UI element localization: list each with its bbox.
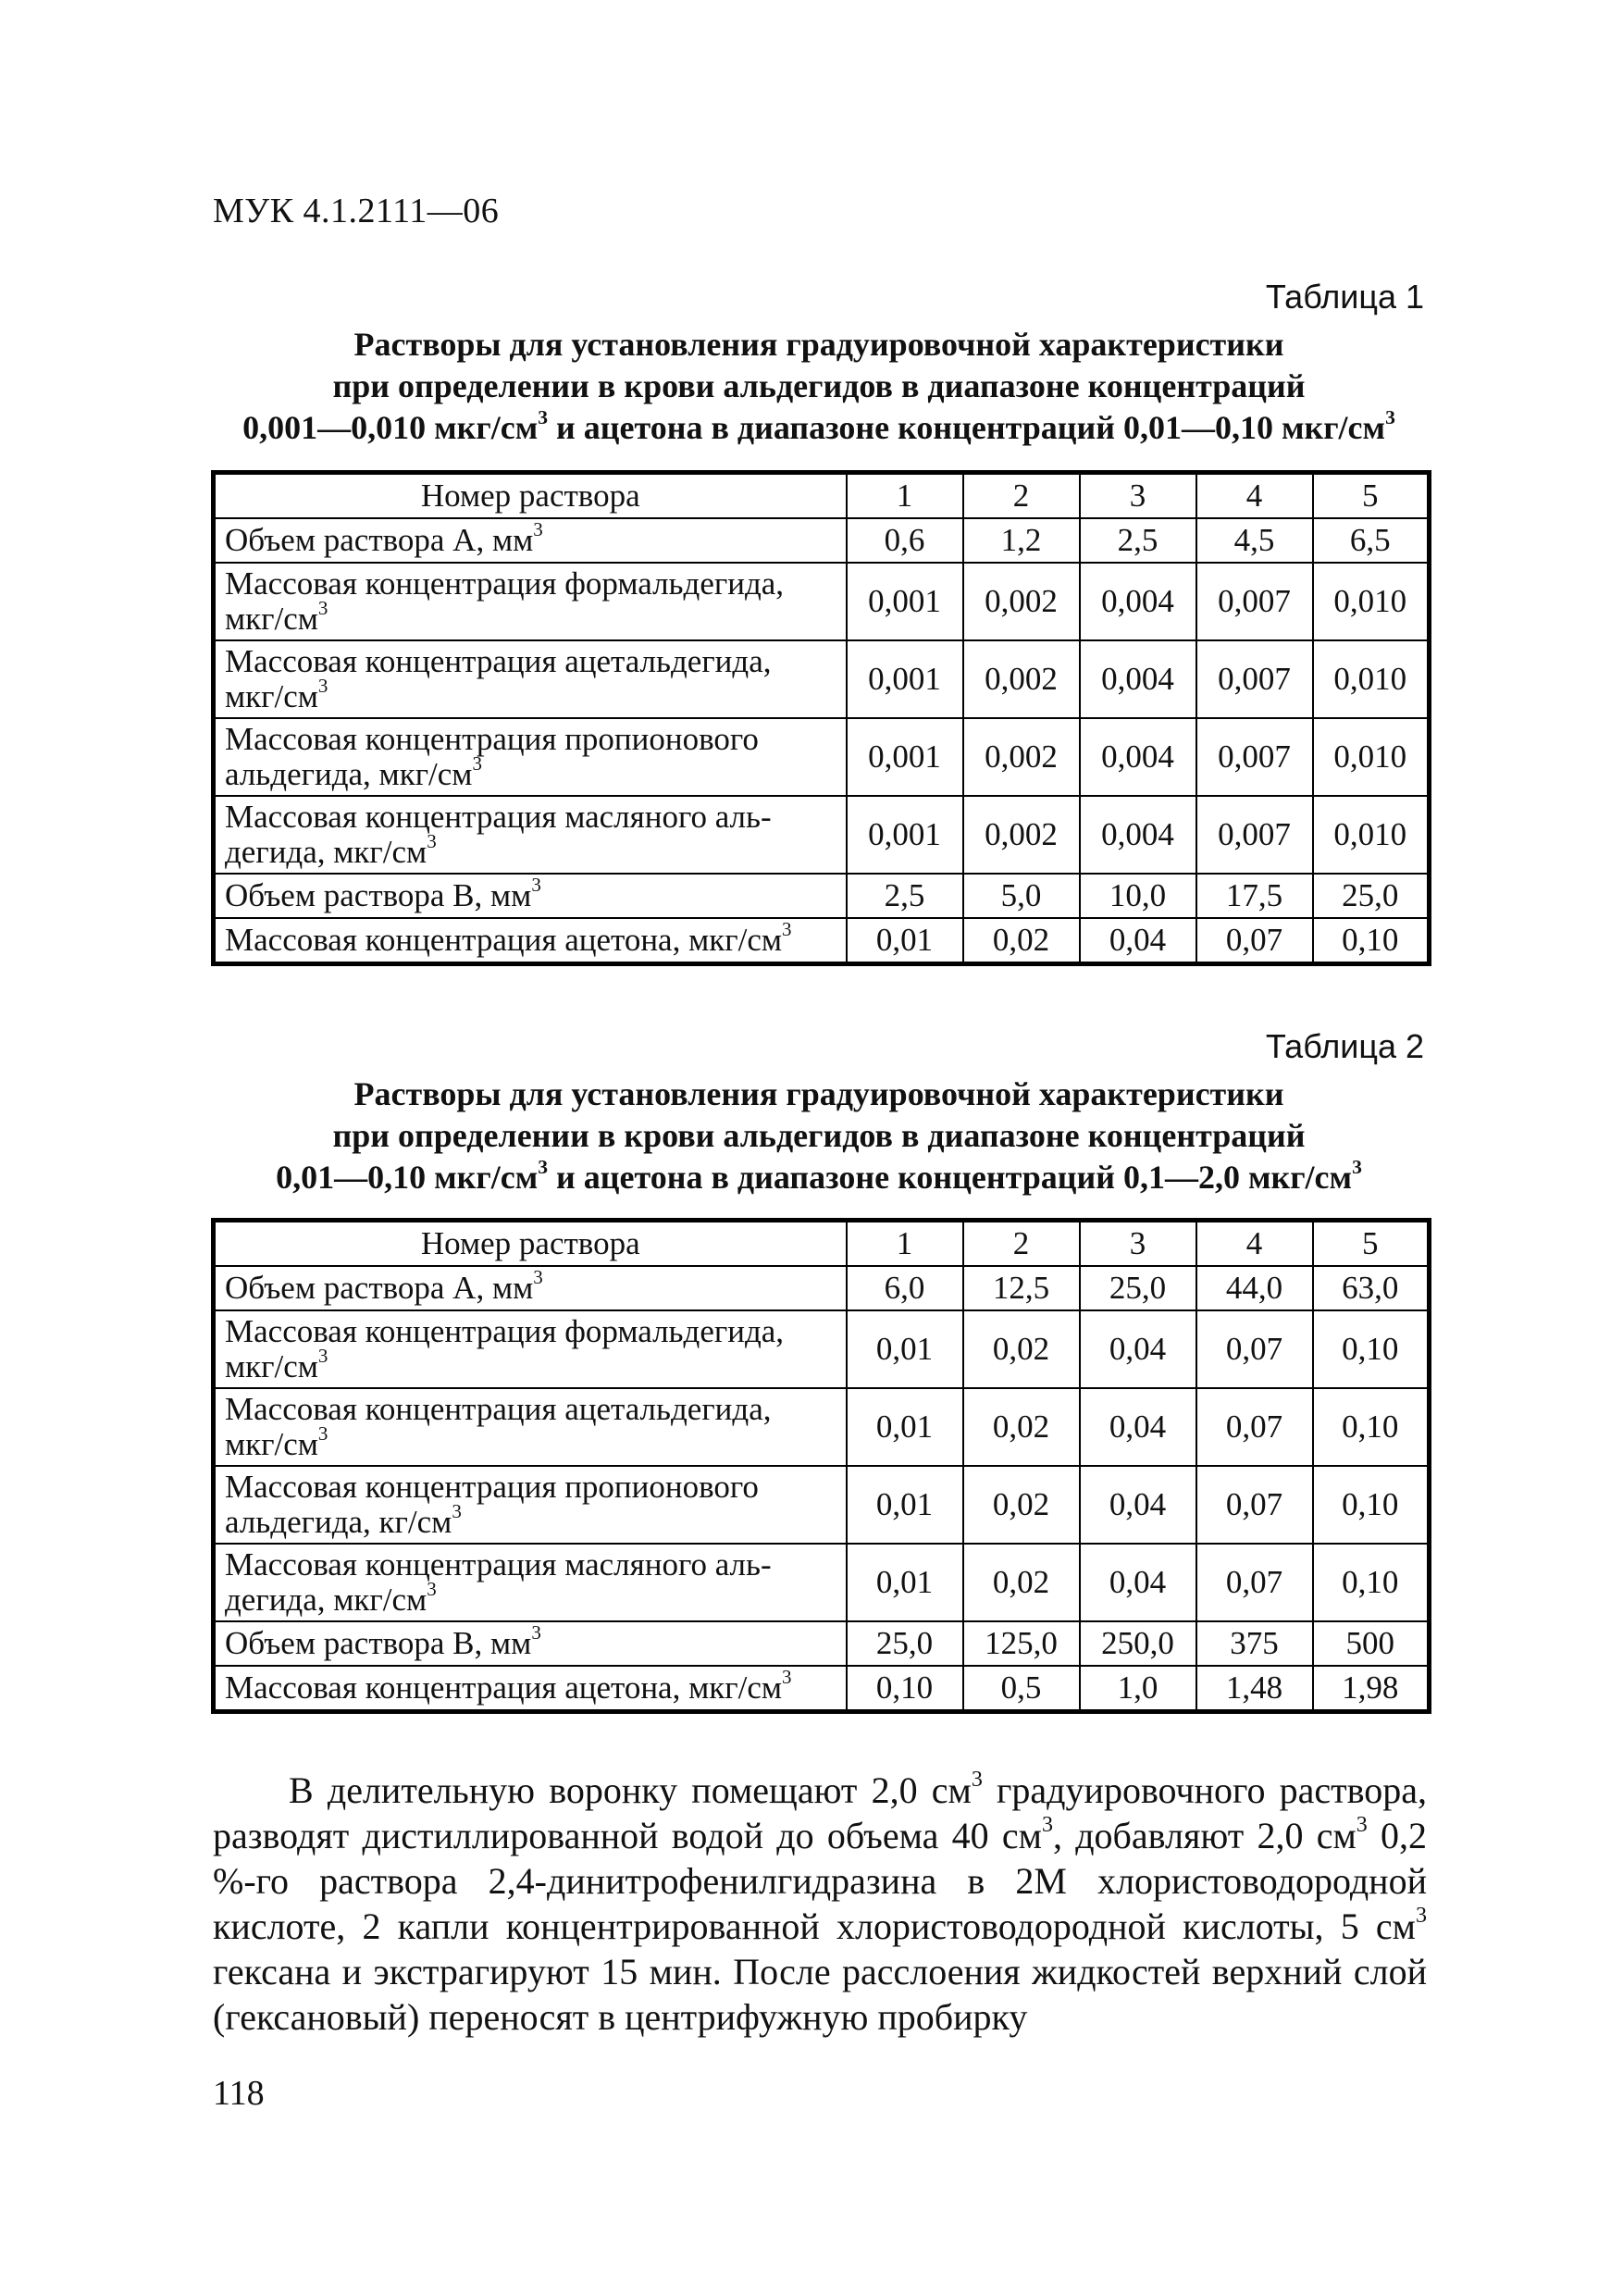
value-cell: 0,02 [963, 1466, 1080, 1544]
value-cell: 2,5 [1080, 518, 1196, 563]
value-cell: 0,01 [847, 1466, 963, 1544]
row-label-cell [214, 874, 847, 918]
value-cell: 44,0 [1196, 1266, 1313, 1310]
value-cell: 0,01 [847, 1544, 963, 1621]
row-label-text: Массовая концентрация формальдегида, [225, 565, 785, 602]
value-cell: 25,0 [1313, 874, 1430, 918]
table-row [214, 1388, 1430, 1466]
superscript-3: 3 [317, 597, 328, 620]
header-number-cell: 1 [847, 473, 963, 519]
value-cell: 0,10 [1313, 918, 1430, 964]
value-cell: 0,001 [847, 718, 963, 796]
header-number-cell: 5 [1313, 1221, 1430, 1267]
row-label-text-line-2: альдегида, кг/см [225, 1504, 452, 1540]
value-cell: 0,10 [1313, 1466, 1430, 1544]
table-1-caption-line-1: Растворы для установления градуировочной характеристики [353, 326, 1284, 363]
superscript-3: 3 [533, 1266, 543, 1289]
value-cell: 0,007 [1196, 640, 1313, 718]
superscript-3: 3 [472, 752, 482, 776]
value-cell: 0,004 [1080, 796, 1196, 874]
value-cell: 0,04 [1080, 1388, 1196, 1466]
value-cell: 0,01 [847, 1310, 963, 1388]
value-cell: 6,5 [1313, 518, 1430, 563]
table-2-caption [213, 1074, 1425, 1198]
value-cell: 0,10 [1313, 1388, 1430, 1466]
value-cell: 0,007 [1196, 796, 1313, 874]
table-row [214, 1466, 1430, 1544]
row-label-text: Массовая концентрация ацетальдегида, [225, 643, 772, 679]
value-cell: 0,04 [1080, 1310, 1196, 1388]
table-1-caption-line-3: 0,001—0,010 мкг/$см^3$ и ацетона в диапазоне концентраций 0,01—0,10 мкг/$см^3$ [242, 405, 1395, 446]
value-cell: 0,002 [963, 640, 1080, 718]
table-row [214, 874, 1430, 918]
table-2-caption-line-1: Растворы для установления градуировочной характеристики [353, 1075, 1284, 1112]
value-cell: 125,0 [963, 1621, 1080, 1666]
table-2-caption-line-2: при определении в крови альдегидов в диапазоне концентраций [332, 1117, 1306, 1154]
row-label-text: Массовая концентрация ацетона, мкг/см [225, 922, 783, 958]
superscript-3: 3 [531, 874, 541, 897]
table-row [214, 1666, 1430, 1712]
superscript-3: 3 [452, 1500, 462, 1523]
header-number-cell: 5 [1313, 473, 1430, 519]
row-label-text: Объем раствора А, мм [225, 522, 534, 558]
row-label-cell [214, 518, 847, 563]
row-label-text-line-2: мкг/см [225, 1426, 318, 1462]
value-cell: 0,004 [1080, 718, 1196, 796]
header-number-cell: 3 [1080, 473, 1196, 519]
row-label-text: Объем раствора В, мм [225, 877, 532, 913]
row-label-text: Массовая концентрация пропионового [225, 721, 759, 757]
table-row [214, 1310, 1430, 1388]
superscript-3: 3 [782, 918, 792, 941]
row-label-cell [214, 563, 847, 640]
row-label-cell [214, 918, 847, 964]
value-cell: 5,0 [963, 874, 1080, 918]
row-label-cell [214, 718, 847, 796]
value-cell: 0,01 [847, 918, 963, 964]
value-cell: 0,010 [1313, 563, 1430, 640]
header-number-cell: 4 [1196, 473, 1313, 519]
table-row [214, 1621, 1430, 1666]
table-header-row [214, 1221, 1430, 1267]
value-cell: 0,02 [963, 918, 1080, 964]
header-number-cell: 3 [1080, 1221, 1196, 1267]
value-cell: 0,02 [963, 1544, 1080, 1621]
value-cell: 0,02 [963, 1310, 1080, 1388]
table-row [214, 518, 1430, 563]
value-cell: 0,07 [1196, 1388, 1313, 1466]
table-row [214, 1266, 1430, 1310]
value-cell: 25,0 [847, 1621, 963, 1666]
table-2-caption-line-3: 0,01—0,10 мкг/$см^3$ и ацетона в диапазоне концентраций 0,1—2,0 мкг/$см^3$ [276, 1155, 1362, 1196]
value-cell: 0,010 [1313, 796, 1430, 874]
header-number-cell: 1 [847, 1221, 963, 1267]
row-label-text-line-2: мкг/см [225, 678, 318, 714]
value-cell: 0,10 [1313, 1544, 1430, 1621]
value-cell: 0,001 [847, 563, 963, 640]
row-label-text: Массовая концентрация ацетона, мкг/см [225, 1669, 783, 1706]
table-header-row [214, 473, 1430, 519]
row-label-text: Массовая концентрация формальдегида, [225, 1313, 785, 1349]
value-cell: 1,2 [963, 518, 1080, 563]
superscript-3: 3 [317, 1422, 328, 1446]
row-label-text-line-2: альдегида, мкг/см [225, 756, 473, 792]
value-cell: 0,007 [1196, 718, 1313, 796]
value-cell: 0,04 [1080, 1466, 1196, 1544]
row-label-text-line-2: дегида, мкг/см [225, 1582, 427, 1618]
table-1-caption [213, 324, 1425, 449]
value-cell: 4,5 [1196, 518, 1313, 563]
value-cell: 25,0 [1080, 1266, 1196, 1310]
table-row [214, 1544, 1430, 1621]
value-cell: 2,5 [847, 874, 963, 918]
value-cell: 0,002 [963, 563, 1080, 640]
value-cell: 0,001 [847, 640, 963, 718]
header-number-cell: 2 [963, 1221, 1080, 1267]
value-cell: 0,07 [1196, 1466, 1313, 1544]
table-1-caption-line-2: при определении в крови альдегидов в диапазоне концентраций [332, 367, 1306, 404]
table-row [214, 640, 1430, 718]
row-label-cell [214, 796, 847, 874]
row-label-text: Объем раствора А, мм [225, 1270, 534, 1306]
value-cell: 63,0 [1313, 1266, 1430, 1310]
row-label-cell [214, 1544, 847, 1621]
header-number-cell: 4 [1196, 1221, 1313, 1267]
value-cell: 0,07 [1196, 1310, 1313, 1388]
table-2 [211, 1218, 1431, 1714]
row-label-text: Массовая концентрация масляного аль- [225, 799, 772, 835]
value-cell: 0,010 [1313, 718, 1430, 796]
row-label-cell [214, 640, 847, 718]
value-cell: 17,5 [1196, 874, 1313, 918]
value-cell: 0,5 [963, 1666, 1080, 1712]
superscript-3: 3 [531, 1621, 541, 1644]
table-row [214, 563, 1430, 640]
header-label-cell: Номер раствора [214, 1221, 847, 1267]
row-label-text-line-2: мкг/см [225, 1348, 318, 1384]
value-cell: 6,0 [847, 1266, 963, 1310]
header-number-cell: 2 [963, 473, 1080, 519]
value-cell: 0,6 [847, 518, 963, 563]
value-cell: 1,0 [1080, 1666, 1196, 1712]
value-cell: 1,48 [1196, 1666, 1313, 1712]
body-paragraph: В делительную воронку помещают 2,0 $см^3$ градуировочного раствора, разводят дистиллированной водой до объема 40 $см^3$, добавляют 2,0 $см^3$ 0,2 %-го раствора 2,4-динитрофенилгидразина в 2М хлористоводородной кислоте, 2 капли концентрированной хлористоводородной кислоты, 5 $см^3$ гексана и экстрагируют 15 мин. После расслоения жидкостей верхний слой (гексановый) переносят в центрифужную пробирку [213, 1768, 1428, 2038]
row-label-text: Массовая концентрация пропионового [225, 1469, 759, 1505]
row-label-text: Массовая концентрация масляного аль- [225, 1546, 772, 1582]
value-cell: 1,98 [1313, 1666, 1430, 1712]
row-label-cell [214, 1466, 847, 1544]
value-cell: 0,004 [1080, 640, 1196, 718]
value-cell: 0,10 [847, 1666, 963, 1712]
table-1 [211, 470, 1431, 966]
value-cell: 10,0 [1080, 874, 1196, 918]
value-cell: 500 [1313, 1621, 1430, 1666]
value-cell: 0,002 [963, 796, 1080, 874]
superscript-3: 3 [317, 1345, 328, 1368]
table-row [214, 796, 1430, 874]
row-label-cell [214, 1310, 847, 1388]
superscript-3: 3 [427, 830, 437, 853]
table-1-label: Таблица 1 [1265, 278, 1424, 316]
value-cell: 0,04 [1080, 918, 1196, 964]
page-header: МУК 4.1.2111—06 [213, 192, 500, 230]
row-label-text: Объем раствора В, мм [225, 1625, 532, 1661]
value-cell: 0,01 [847, 1388, 963, 1466]
row-label-cell [214, 1388, 847, 1466]
row-label-text: Массовая концентрация ацетальдегида, [225, 1391, 772, 1427]
value-cell: 0,02 [963, 1388, 1080, 1466]
row-label-cell [214, 1266, 847, 1310]
value-cell: 0,07 [1196, 1544, 1313, 1621]
value-cell: 250,0 [1080, 1621, 1196, 1666]
header-label-cell: Номер раствора [214, 473, 847, 519]
superscript-3: 3 [782, 1666, 792, 1689]
superscript-3: 3 [317, 675, 328, 698]
value-cell: 0,07 [1196, 918, 1313, 964]
row-label-cell [214, 1666, 847, 1712]
page-number: 118 [213, 2074, 265, 2113]
value-cell: 0,007 [1196, 563, 1313, 640]
superscript-3: 3 [533, 518, 543, 541]
value-cell: 12,5 [963, 1266, 1080, 1310]
row-label-text-line-2: мкг/см [225, 601, 318, 637]
row-label-text-line-2: дегида, мкг/см [225, 834, 427, 870]
value-cell: 0,002 [963, 718, 1080, 796]
value-cell: 0,10 [1313, 1310, 1430, 1388]
value-cell: 0,010 [1313, 640, 1430, 718]
value-cell: 0,04 [1080, 1544, 1196, 1621]
row-label-cell [214, 1621, 847, 1666]
value-cell: 0,001 [847, 796, 963, 874]
table-row [214, 918, 1430, 964]
table-2-label: Таблица 2 [1265, 1027, 1424, 1065]
superscript-3: 3 [427, 1578, 437, 1601]
table-row [214, 718, 1430, 796]
value-cell: 375 [1196, 1621, 1313, 1666]
value-cell: 0,004 [1080, 563, 1196, 640]
